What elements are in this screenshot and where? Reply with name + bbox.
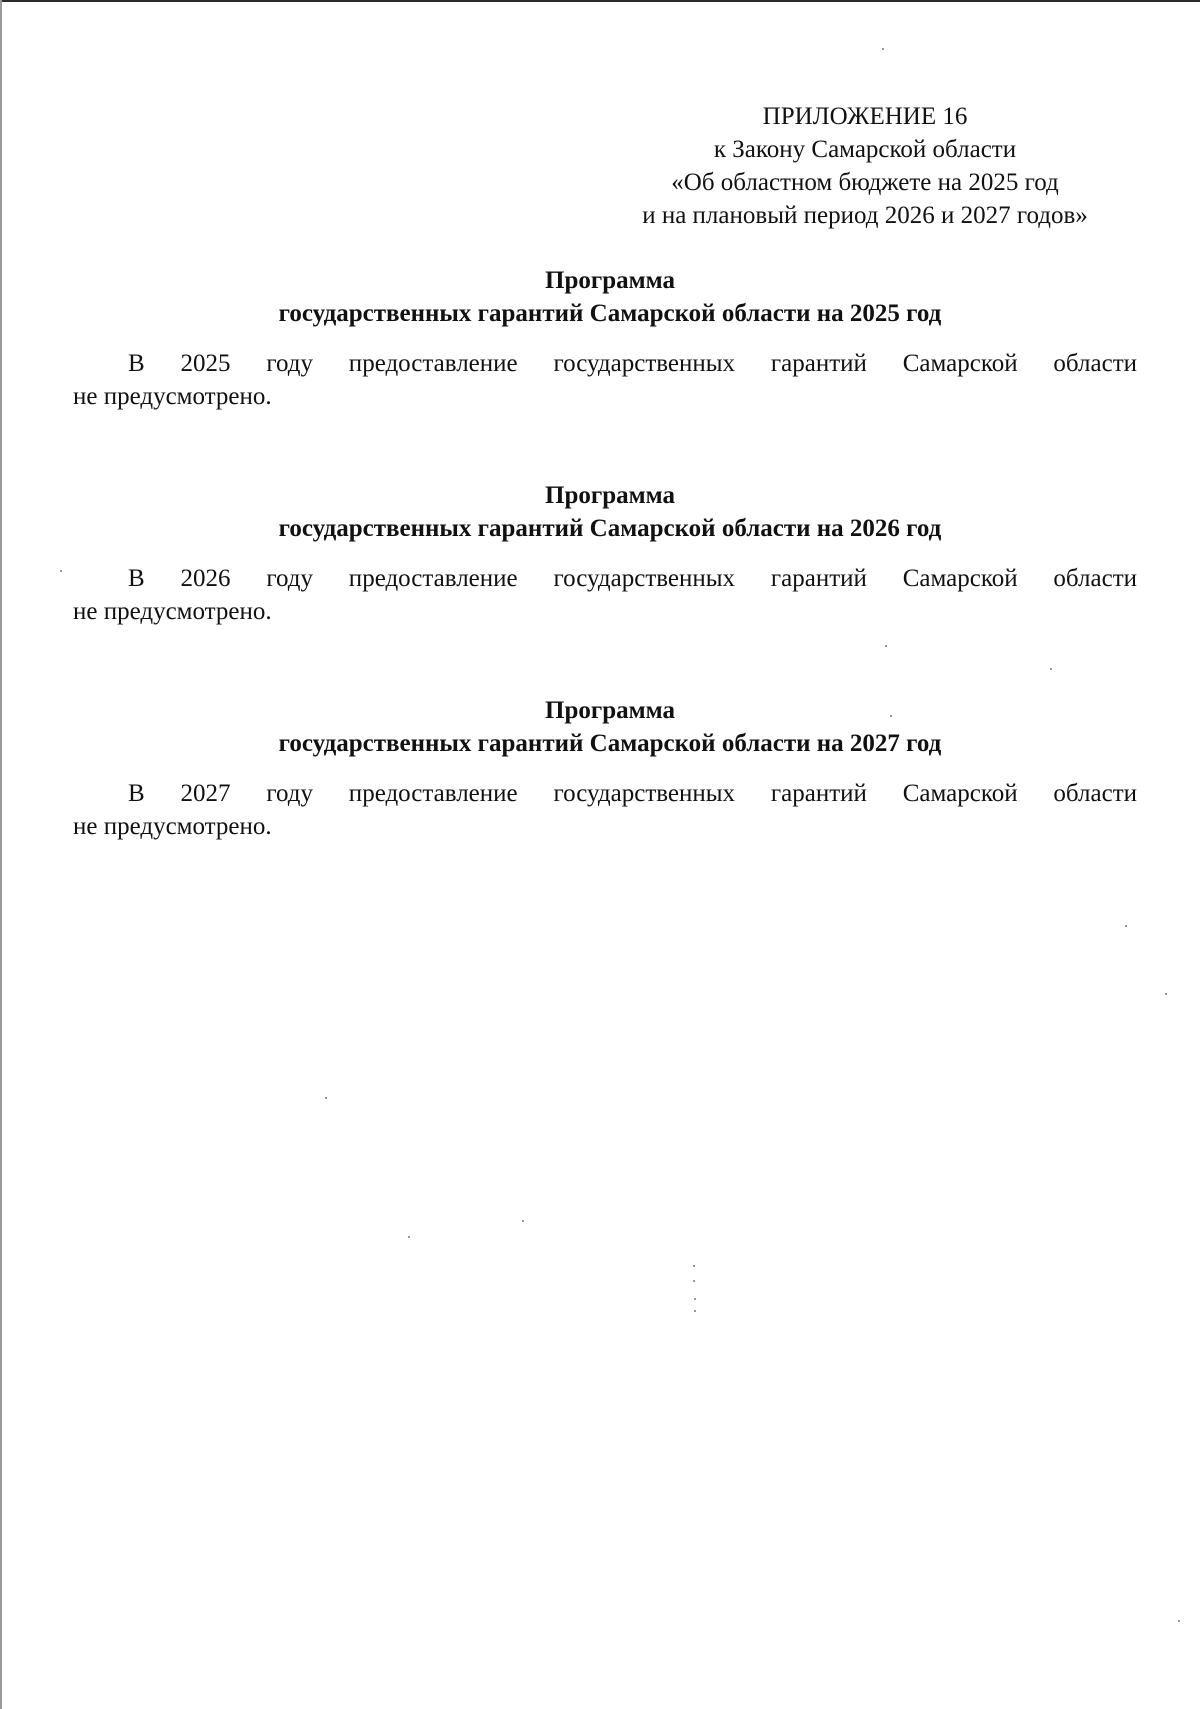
section-title-line2: государственных гарантий Самарской области на 2026 год [278, 515, 942, 542]
scan-speck [694, 1310, 696, 1312]
appendix-law-title: «Об областном бюджете на 2025 год [671, 169, 1059, 196]
section-body [73, 562, 1137, 628]
section-body-line2: не предусмотрено. [73, 813, 272, 840]
section-body [73, 347, 1137, 413]
page-left-edge [0, 0, 2, 1709]
section-title [83, 264, 1137, 330]
appendix-number: ПРИЛОЖЕНИЕ 16 [762, 103, 968, 130]
scan-speck [694, 1298, 696, 1300]
section-title-line2: государственных гарантий Самарской области на 2027 год [278, 730, 942, 757]
scan-speck [325, 1097, 327, 1099]
scan-speck [1178, 1620, 1180, 1622]
page-top-edge [0, 0, 1200, 2]
section-title-line1: Программа [545, 697, 675, 724]
scan-speck [1125, 925, 1127, 927]
section-title [83, 694, 1137, 760]
section-2025 [73, 264, 1137, 413]
section-2026 [73, 479, 1137, 628]
scan-speck [522, 1220, 524, 1222]
appendix-header [560, 100, 1170, 232]
scan-speck [885, 645, 887, 647]
section-body-line2: не предусмотрено. [73, 598, 272, 625]
appendix-law-ref: к Закону Самарской области [713, 136, 1017, 163]
scan-speck [890, 715, 892, 717]
section-body-line1: В 2025 году предоставление государственных гарантий Самарской области [128, 350, 1137, 377]
section-body [73, 777, 1137, 843]
section-2027 [73, 694, 1137, 843]
scan-speck [1050, 668, 1052, 670]
section-body-line1: В 2026 году предоставление государственных гарантий Самарской области [128, 565, 1137, 592]
scan-speck [1165, 993, 1167, 995]
scan-speck [60, 570, 62, 572]
section-title [83, 479, 1137, 545]
section-title-line1: Программа [545, 267, 675, 294]
section-title-line1: Программа [545, 482, 675, 509]
scan-speck [693, 1280, 695, 1282]
section-body-line1: В 2027 году предоставление государственных гарантий Самарской области [128, 780, 1137, 807]
section-title-line2: государственных гарантий Самарской области на 2025 год [278, 300, 942, 327]
appendix-law-period: и на плановый период 2026 и 2027 годов» [642, 202, 1088, 229]
scan-speck [408, 1236, 410, 1238]
scan-speck [693, 1265, 695, 1267]
section-body-line2: не предусмотрено. [73, 383, 272, 410]
scan-speck [882, 48, 884, 50]
